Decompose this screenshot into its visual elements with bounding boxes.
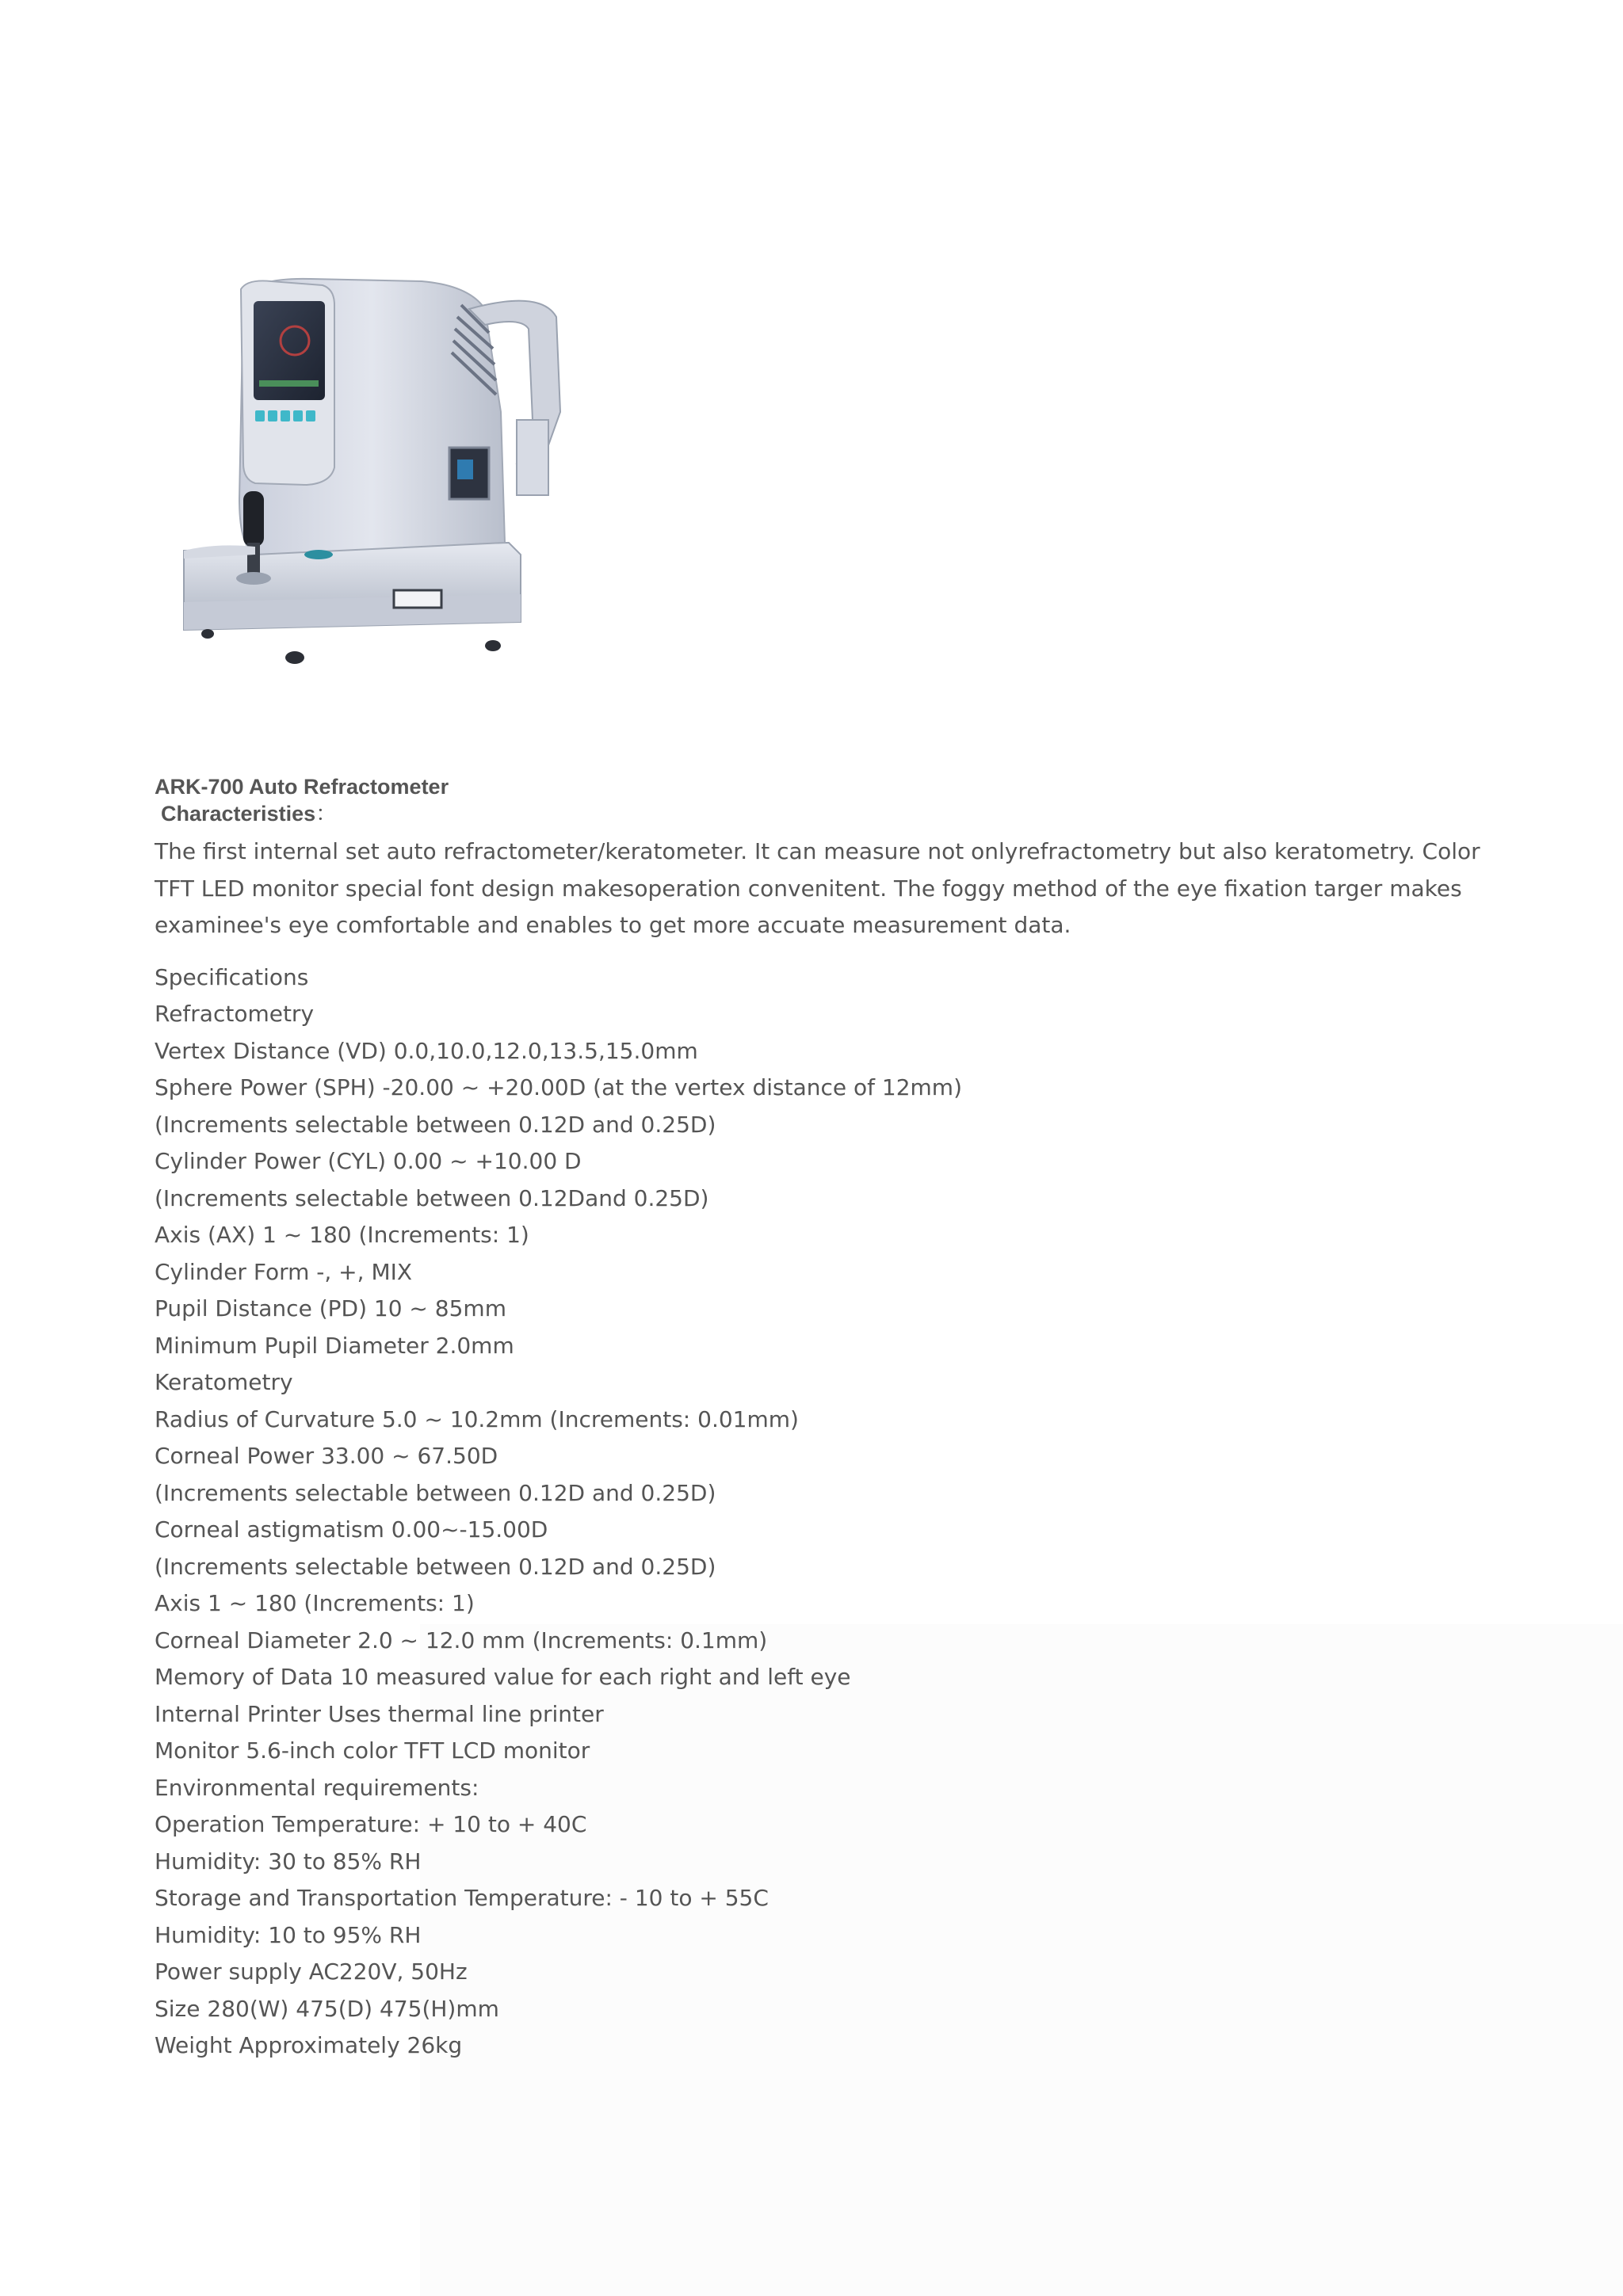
spec-line: Power supply AC220V, 50Hz	[155, 1958, 468, 1985]
spec-line: Corneal Power 33.00 ~ 67.50D	[155, 1443, 498, 1469]
spec-line: Refractometry	[155, 1001, 315, 1027]
spec-line: Cylinder Form -, +, MIX	[155, 1258, 413, 1285]
product-description	[155, 773, 1502, 2065]
spec-line: (Increments selectable between 0.12D and 0.25D)	[155, 1479, 716, 1506]
spec-line: Cylinder Power (CYL) 0.00 ~ +10.00 D	[155, 1148, 582, 1174]
spec-line: Operation Temperature: + 10 to + 40C	[155, 1811, 587, 1837]
spec-line: Radius of Curvature 5.0 ~ 10.2mm (Increments: 0.01mm)	[155, 1405, 799, 1432]
spec-line: Vertex Distance (VD) 0.0,10.0,12.0,13.5,15.0mm	[155, 1037, 698, 1064]
spec-line: Weight Approximately 26kg	[155, 2032, 463, 2058]
characteristics-heading	[161, 800, 1502, 827]
spec-line: Internal Printer Uses thermal line printer	[155, 1700, 604, 1727]
spec-line: Specifications	[155, 963, 309, 990]
product-title: ARK-700 Auto Refractometer	[155, 775, 449, 799]
spec-line: Humidity: 30 to 85% RH	[155, 1848, 422, 1875]
spec-line: Memory of Data 10 measured value for each right and left eye	[155, 1664, 851, 1690]
product-photo-auto-refractometer	[168, 230, 588, 689]
spec-line: Axis 1 ~ 180 (Increments: 1)	[155, 1590, 475, 1616]
spec-line: Pupil Distance (PD) 10 ~ 85mm	[155, 1295, 506, 1322]
spec-line: (Increments selectable between 0.12D and 0.25D)	[155, 1553, 716, 1580]
spec-line: Axis (AX) 1 ~ 180 (Increments: 1)	[155, 1222, 529, 1248]
spec-line: Minimum Pupil Diameter 2.0mm	[155, 1332, 514, 1359]
spec-line: Keratometry	[155, 1369, 293, 1395]
spec-line: Corneal Diameter 2.0 ~ 12.0 mm (Increments: 0.1mm)	[155, 1627, 768, 1653]
characteristics-colon: ：	[315, 802, 338, 826]
spec-line: Storage and Transportation Temperature: - 10 to + 55C	[155, 1885, 769, 1911]
spec-line: Corneal astigmatism 0.00~-15.00D	[155, 1516, 548, 1543]
spec-line: Monitor 5.6-inch color TFT LCD monitor	[155, 1737, 590, 1764]
spec-line: Humidity: 10 to 95% RH	[155, 1921, 422, 1948]
specifications-list	[155, 959, 1502, 2065]
spec-line: Sphere Power (SPH) -20.00 ~ +20.00D (at the vertex distance of 12mm)	[155, 1074, 963, 1100]
spec-line: Size 280(W) 475(D) 475(H)mm	[155, 1995, 499, 2022]
product-intro: The first internal set auto refractometer/keratometer. It can measure not onlyrefractometry but also keratometry. Color TFT LED monitor special font design makesoperation convenitent. The foggy method of the eye fixation targer makes examinee's eye comfortable and enables to get more accuate measurement data.	[155, 838, 1480, 938]
characteristics-label: Characteristies	[161, 802, 316, 826]
spec-line: Environmental requirements:	[155, 1774, 479, 1801]
spec-line: (Increments selectable between 0.12Dand 0.25D)	[155, 1184, 709, 1211]
spec-line: (Increments selectable between 0.12D and 0.25D)	[155, 1111, 716, 1138]
